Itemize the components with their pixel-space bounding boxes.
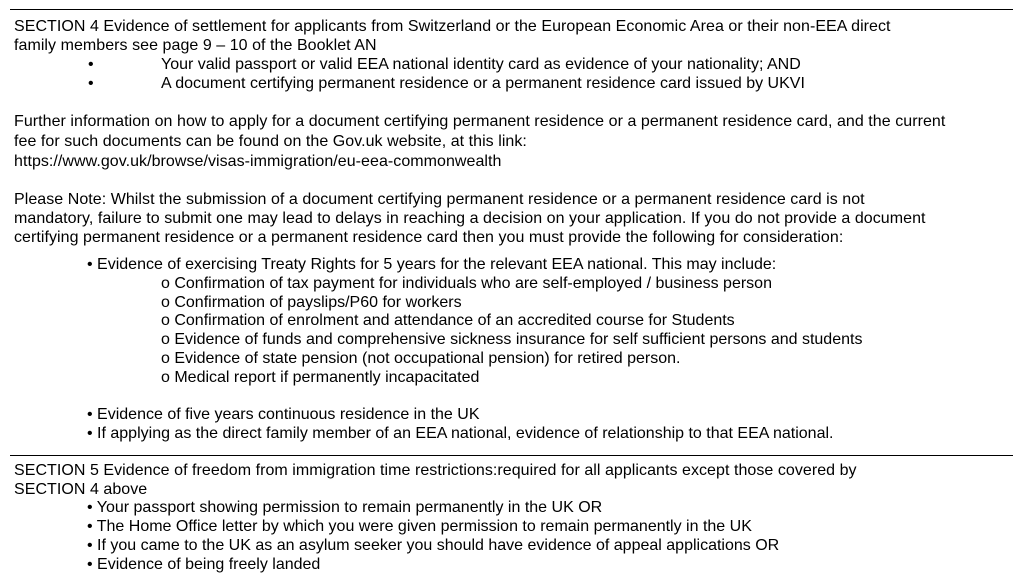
gov-uk-link[interactable]: https://www.gov.uk/browse/visas-immigration/eu-eea-commonwealth (14, 153, 502, 170)
section5-heading-line2: SECTION 4 above (14, 481, 148, 498)
section5-item: • If you came to the UK as an asylum seeker you should have evidence of appeal applications OR (87, 537, 780, 554)
section-divider (10, 455, 1013, 456)
treaty-item: o Medical report if permanently incapacitated (161, 369, 480, 386)
section4-item-passport: Your valid passport or valid EEA national identity card as evidence of your nationality; AND (161, 56, 801, 73)
section4-heading-line2: family members see page 9 – 10 of the Booklet AN (14, 37, 377, 54)
section5-item: • Evidence of being freely landed (87, 556, 321, 573)
section5-item: • Your passport showing permission to remain permanently in the UK OR (87, 499, 603, 516)
section5-item: • The Home Office letter by which you were given permission to remain permanently in the UK (87, 518, 752, 535)
further-info-line1: Further information on how to apply for a document certifying permanent residence or a permanent residence card, and the current (14, 113, 946, 130)
treaty-rights-heading: • Evidence of exercising Treaty Rights for 5 years for the relevant EEA national. This may include: (87, 256, 777, 273)
bullet-dot: • (88, 75, 94, 92)
bullet-dot: • (88, 56, 94, 73)
treaty-item: o Confirmation of enrolment and attendance of an accredited course for Students (161, 312, 735, 329)
treaty-item: o Confirmation of tax payment for individuals who are self-employed / business person (161, 275, 772, 292)
section4-heading-line1: SECTION 4 Evidence of settlement for applicants from Switzerland or the European Economic Area or their non-EEA direct (14, 18, 891, 35)
family-relationship-item: • If applying as the direct family member of an EEA national, evidence of relationship to that EEA national. (87, 425, 834, 442)
residence-item: • Evidence of five years continuous residence in the UK (87, 406, 480, 423)
treaty-item: o Evidence of funds and comprehensive sickness insurance for self sufficient persons and students (161, 331, 863, 348)
treaty-item: o Confirmation of payslips/P60 for workers (161, 294, 462, 311)
section4-item-residence-document: A document certifying permanent residence or a permanent residence card issued by UKVI (161, 75, 805, 92)
note-line3: certifying permanent residence or a permanent residence card then you must provide the following for consideration: (14, 229, 844, 246)
note-line2: mandatory, failure to submit one may lead to delays in reaching a decision on your application. If you do not provide a document (14, 210, 926, 227)
note-line1: Please Note: Whilst the submission of a document certifying permanent residence or a permanent residence card is not (14, 191, 865, 208)
treaty-item: o Evidence of state pension (not occupational pension) for retired person. (161, 350, 681, 367)
top-divider (10, 9, 1013, 10)
further-info-line2: fee for such documents can be found on the Gov.uk website, at this link: (14, 133, 527, 150)
section5-heading-line1: SECTION 5 Evidence of freedom from immigration time restrictions:required for all applicants except those covered by (14, 462, 857, 479)
